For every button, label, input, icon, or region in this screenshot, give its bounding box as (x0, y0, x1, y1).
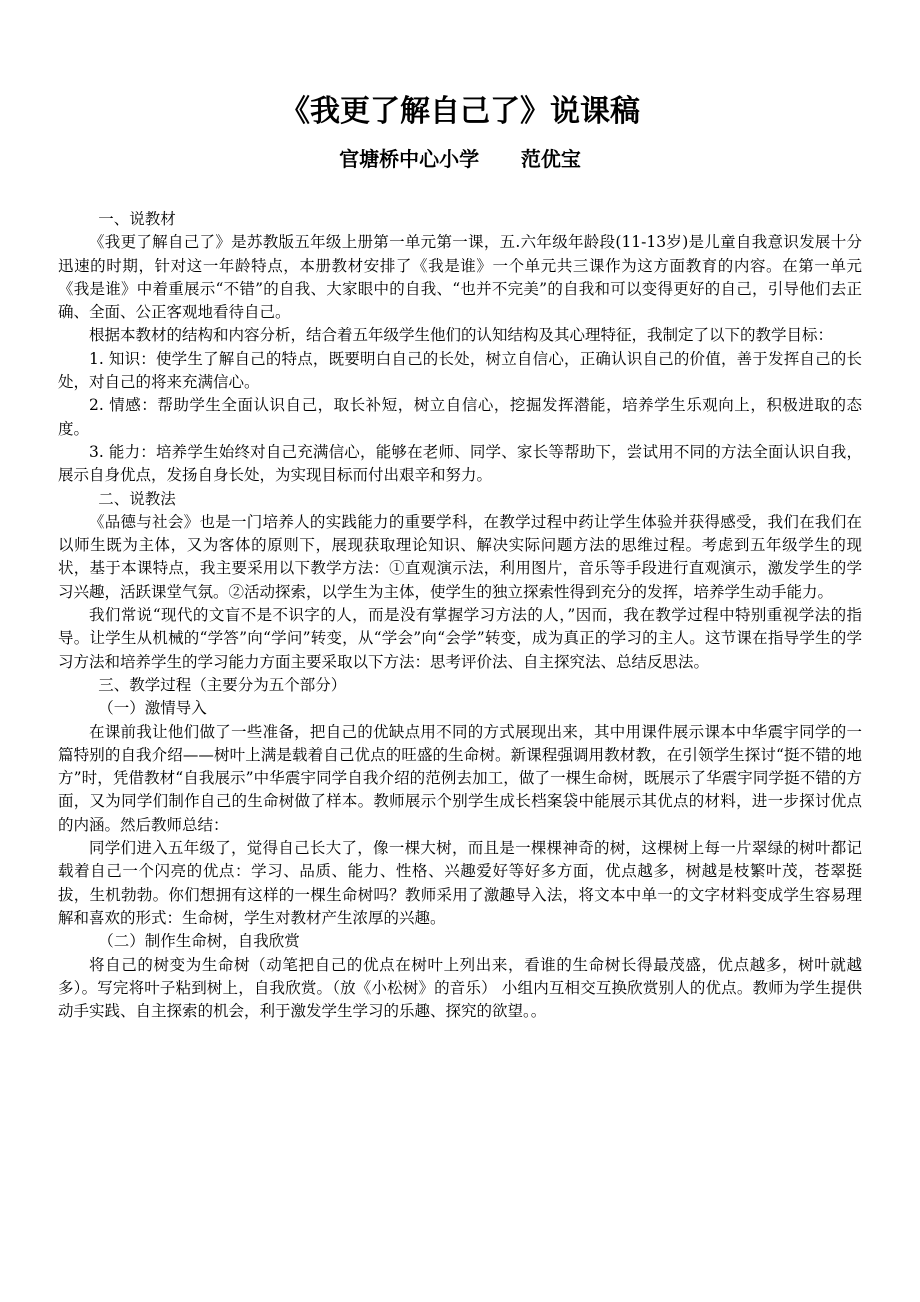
paragraph: 我们常说“现代的文盲不是不识字的人，而是没有掌握学习方法的人，”因而，我在教学过程中特别重视学法的指导。让学生从机械的“学答”向“学问”转变，从“学会”向“会学”转变，成为真正的学习的主人。这节课在指导学生的学习方法和培养学生的学习能力方面主要采取以下方法：思考评价法、自主探究法、总结反思法。 (58, 606, 862, 671)
paragraph: 2. 情感：帮助学生全面认识自己，取长补短，树立自信心，挖掘发挥潜能，培养学生乐观向上，积极进取的态度。 (58, 396, 862, 438)
paragraph: 3. 能力：培养学生始终对自己充满信心，能够在老师、同学、家长等帮助下，尝试用不同的方法全面认识自我，展示自身优点，发扬自身长处，为实现目标而付出艰辛和努力。 (58, 442, 862, 485)
paragraph: 1. 知识：使学生了解自己的特点，既要明白自己的长处，树立自信心，正确认识自己的价值，善于发挥自己的长处，对自己的将来充满信心。 (58, 349, 862, 392)
paragraph: 根据本教材的结构和内容分析，结合着五年级学生他们的认知结构及其心理特征，我制定了以下的教学目标： (89, 326, 834, 345)
paragraph: 在课前我让他们做了一些准备，把自己的优缺点用不同的方式展现出来，其中用课件展示课本中华震宇同学的一篇特别的自我介绍——树叶上满是载着自己优点的旺盛的生命树。新课程强调用教材教，在引领学生探讨“挺不错的地方”时，凭借教材“自我展示”中华震宇同学自我介绍的范例去加工，做了一棵生命树，既展示了华震宇同学挺不错的方面，又为同学们制作自己的生命树做了样本。教师展示个别学生成长档案袋中能展示其优点的材料，进一步探讨优点的内涵。然后教师总结： (58, 722, 862, 834)
section-heading: 二、说教法 (98, 489, 176, 508)
author-line: 官塘桥中心小学 范优宝 (339, 147, 581, 171)
paragraph: 将自己的树变为生命树（动笔把自己的优点在树叶上列出来，看谁的生命树长得最茂盛，优点越多，树叶就越多）。写完将叶子粘到树上，自我欣赏。（放《小松树》的音乐） 小组内互相交互换欣赏别人的优点。教师为学生提供动手实践、自主探索的机会，利于激发学生学习的乐趣、探究的欲望。。 (58, 955, 862, 1021)
paragraph: 《品德与社会》也是一门培养人的实践能力的重要学科，在教学过程中药让学生体验并获得感受，我们在我们在以师生既为主体，又为客体的原则下，展现获取理论知识、解决实际问题方法的思维过程。考虑到五年级学生的现状，基于本课特点，我主要采用以下教学方法：①直观演示法，利用图片，音乐等手段进行直观演示，激发学生的学习兴趣，活跃课堂气氛。②活动探索，以学生为主体，使学生的独立探索性得到充分的发挥，培养学生动手能力。 (58, 512, 862, 601)
section-heading: 一、说教材 (98, 210, 176, 228)
document-body (58, 208, 862, 1023)
document-title: 《我更了解自己了》说课稿 (280, 94, 640, 129)
section-heading: 三、教学过程（主要分为五个部分） (98, 675, 347, 694)
paragraph: 同学们进入五年级了，觉得自己长大了，像一棵大树，而且是一棵棵神奇的树，这棵树上每一片翠绿的树叶都记载着自己一个闪亮的优点：学习、品质、能力、性格、兴趣爱好等好多方面，优点越多，树越是枝繁叶茂，苍翠挺拔，生机勃勃。你们想拥有这样的一棵生命树吗？教师采用了激趣导入法，将文本中单一的文字材料变成学生容易理解和喜欢的形式：生命树，学生对教材产生浓厚的兴趣。 (58, 839, 862, 927)
subsection-heading: （二）制作生命树，自我欣赏 (98, 932, 300, 951)
subsection-heading: （一）激情导入 (98, 699, 207, 718)
paragraph: 《我更了解自己了》是苏教版五年级上册第一单元第一课，五.六年级年龄段(11-13岁)是儿童自我意识发展十分迅速的时期，针对这一年龄特点，本册教材安排了《我是谁》一个单元共三课作为这方面教育的内容。在第一单元《我是谁》中着重展示“不错”的自我、大家眼中的自我、“也并不完美”的自我和可以变得更好的自己，引导他们去正确、全面、公正客观地看待自己。 (58, 233, 862, 322)
